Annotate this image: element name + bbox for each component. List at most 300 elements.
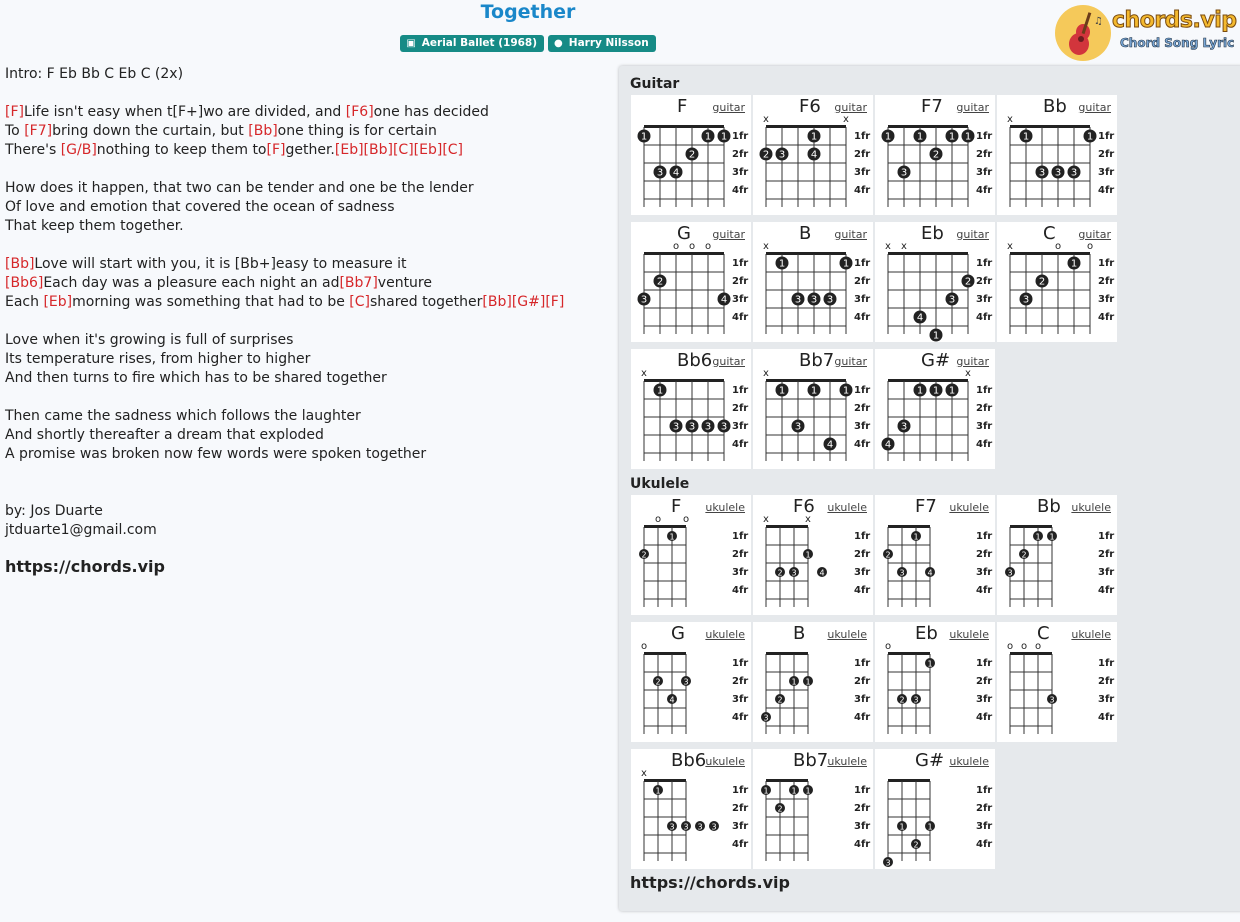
lyric-line	[5, 217, 605, 236]
song-title: Together	[480, 1, 576, 23]
finger-number: 3	[711, 822, 717, 832]
chord-card-bb[interactable]	[997, 95, 1117, 215]
chord-type-link[interactable]: guitar	[956, 355, 989, 368]
open-string-marker: o	[689, 241, 696, 252]
fret-label: 1fr	[732, 131, 749, 142]
chord-card-gsharp[interactable]	[875, 749, 995, 869]
finger-number: 1	[1035, 532, 1041, 542]
chord-name: G#	[915, 750, 945, 771]
chord-type-link[interactable]: guitar	[1078, 228, 1111, 241]
chord-card-b[interactable]	[753, 622, 873, 742]
finger-number: 3	[1007, 568, 1013, 578]
chord-nut	[644, 379, 724, 382]
chord-diagram	[631, 749, 751, 869]
site-logo[interactable]	[1054, 4, 1236, 62]
chord-card-bb7[interactable]	[753, 749, 873, 869]
chord-card-gsharp[interactable]	[875, 349, 995, 469]
chord-diagram	[631, 495, 751, 615]
chord-card-f7[interactable]	[875, 95, 995, 215]
fret-label: 3fr	[976, 294, 993, 305]
fret-label: 2fr	[976, 149, 993, 160]
lyric-text: venture	[377, 275, 432, 291]
finger-number: 4	[884, 439, 892, 451]
chord-name: Eb	[921, 223, 944, 244]
finger-number: 2	[1021, 550, 1027, 560]
fret-label: 4fr	[732, 312, 749, 323]
fret-label: 3fr	[854, 421, 871, 432]
finger-number: 2	[932, 149, 940, 161]
finger-number: 3	[794, 421, 802, 433]
chord-name: C	[1043, 223, 1056, 244]
lyric-line	[5, 521, 605, 540]
open-string-marker: o	[705, 241, 712, 252]
chord-diagram	[875, 622, 995, 742]
chord-nut	[766, 125, 846, 128]
chord-nut	[1010, 252, 1090, 255]
chord-marker[interactable]: [G/B]	[60, 142, 97, 158]
muted-string-marker: x	[805, 514, 811, 525]
fret-label: 2fr	[976, 276, 993, 287]
guitar-section-title: Guitar	[630, 76, 680, 92]
fret-label: 1fr	[1098, 658, 1115, 669]
fret-label: 2fr	[854, 549, 871, 560]
open-string-marker: o	[885, 641, 892, 652]
chord-nut	[888, 252, 968, 255]
fret-label: 3fr	[1098, 694, 1115, 705]
chord-type-link[interactable]: ukulele	[1071, 501, 1111, 514]
finger-number: 3	[899, 568, 905, 578]
lyric-line	[5, 255, 605, 274]
finger-number: 3	[810, 294, 818, 306]
open-string-marker: o	[1055, 241, 1062, 252]
chord-card-bb7[interactable]	[753, 349, 873, 469]
artist-badge-label: Harry Nilsson	[568, 37, 649, 49]
chord-type-link[interactable]: guitar	[712, 355, 745, 368]
finger-number: 4	[672, 167, 680, 179]
chord-diagram	[997, 95, 1117, 215]
chord-nut	[644, 652, 686, 655]
lyric-line	[5, 274, 605, 293]
chord-marker[interactable]: [Bb]	[5, 256, 35, 272]
fret-label: 3fr	[854, 567, 871, 578]
lyric-line	[5, 502, 605, 521]
chord-nut	[644, 525, 686, 528]
lyric-line	[5, 293, 605, 312]
open-string-marker: o	[655, 514, 662, 525]
fret-label: 4fr	[1098, 585, 1115, 596]
fret-label: 3fr	[976, 567, 993, 578]
chord-type-link[interactable]: ukulele	[827, 628, 867, 641]
chord-name: F	[671, 496, 682, 517]
chord-type-link[interactable]: guitar	[956, 101, 989, 114]
lyric-text: bring down the curtain, but	[52, 123, 249, 139]
fret-label: 2fr	[854, 803, 871, 814]
finger-number: 3	[885, 858, 891, 868]
fret-label: 1fr	[1098, 258, 1115, 269]
finger-number: 2	[777, 804, 783, 814]
chord-type-link[interactable]: guitar	[956, 228, 989, 241]
chord-name: G#	[921, 350, 951, 371]
chord-nut	[766, 779, 808, 782]
chord-name: Bb	[1043, 96, 1067, 117]
fret-label: 4fr	[976, 312, 993, 323]
fret-label: 3fr	[976, 694, 993, 705]
lyric-text: To	[5, 123, 25, 139]
fret-label: 1fr	[854, 658, 871, 669]
lyric-line	[5, 407, 605, 426]
lyric-blank-line	[5, 483, 605, 502]
chord-marker[interactable]: [F]	[5, 104, 24, 120]
chord-marker[interactable]: [Bb][G#][F]	[482, 294, 565, 310]
chord-nut	[1010, 652, 1052, 655]
fret-label: 2fr	[1098, 676, 1115, 687]
fret-label: 1fr	[976, 785, 993, 796]
finger-number: 1	[1086, 131, 1094, 143]
chord-nut	[888, 125, 968, 128]
finger-number: 3	[763, 713, 769, 723]
lyric-line	[5, 65, 605, 84]
album-icon: ▣	[406, 38, 416, 49]
chord-type-link[interactable]: guitar	[834, 355, 867, 368]
fret-label: 4fr	[854, 439, 871, 450]
chord-diagram	[753, 349, 873, 469]
chord-name: F7	[921, 96, 943, 117]
finger-number: 3	[704, 421, 712, 433]
chord-marker[interactable]: [F]	[266, 142, 286, 158]
fret-label: 4fr	[854, 312, 871, 323]
finger-number: 1	[1022, 131, 1030, 143]
chord-marker[interactable]: [Eb]	[43, 294, 73, 310]
lyric-text: nothing to keep them to	[96, 142, 267, 158]
finger-number: 1	[704, 131, 712, 143]
chord-name: Bb7	[793, 750, 829, 771]
finger-number: 3	[900, 167, 908, 179]
chord-type-link[interactable]: guitar	[834, 228, 867, 241]
lyric-text: Each day was a pleasure each night an ad	[43, 275, 340, 291]
lyric-line	[5, 331, 605, 350]
fret-label: 3fr	[1098, 167, 1115, 178]
chord-card-f[interactable]	[631, 95, 751, 215]
finger-number: 4	[720, 294, 728, 306]
finger-number: 1	[948, 385, 956, 397]
lyric-line	[5, 369, 605, 388]
lyrics-block	[5, 65, 605, 540]
chord-diagram	[875, 495, 995, 615]
chord-card-bb6[interactable]	[631, 349, 751, 469]
finger-number: 1	[763, 786, 769, 796]
lyric-text: Intro: F Eb Bb C Eb C (2x)	[5, 66, 184, 82]
finger-number: 2	[913, 840, 919, 850]
lyric-text: How does it happen, that two can be tender and one be the lender	[5, 180, 474, 196]
finger-number: 3	[683, 677, 689, 687]
finger-number: 2	[688, 149, 696, 161]
chord-marker[interactable]: [F6]	[345, 104, 374, 120]
finger-number: 4	[669, 695, 675, 705]
chord-nut	[644, 779, 686, 782]
album-badge[interactable]	[400, 35, 544, 52]
chord-name: Bb6	[677, 350, 713, 371]
fret-label: 3fr	[732, 694, 749, 705]
lyric-blank-line	[5, 388, 605, 407]
fret-label: 1fr	[854, 385, 871, 396]
finger-number: 1	[640, 131, 648, 143]
finger-number: 1	[842, 258, 850, 270]
fret-label: 2fr	[1098, 276, 1115, 287]
chord-diagram	[631, 349, 751, 469]
lyric-blank-line	[5, 312, 605, 331]
chord-card-f[interactable]	[631, 495, 751, 615]
lyric-line	[5, 350, 605, 369]
chord-name: F	[677, 96, 688, 117]
user-icon: ●	[554, 38, 563, 49]
chord-type-link[interactable]: ukulele	[949, 501, 989, 514]
finger-number: 4	[826, 439, 834, 451]
chord-name: B	[793, 623, 806, 644]
chord-nut	[888, 779, 930, 782]
finger-number: 2	[899, 695, 905, 705]
fret-label: 3fr	[976, 821, 993, 832]
open-string-marker: o	[1021, 641, 1028, 652]
muted-string-marker: x	[641, 768, 647, 779]
fret-label: 1fr	[732, 658, 749, 669]
muted-string-marker: x	[901, 241, 907, 252]
chord-card-f6[interactable]	[753, 495, 873, 615]
artist-badge[interactable]	[548, 35, 656, 52]
finger-number: 1	[948, 131, 956, 143]
open-string-marker: o	[683, 514, 690, 525]
chord-type-link[interactable]: guitar	[712, 101, 745, 114]
finger-number: 2	[655, 677, 661, 687]
finger-number: 2	[777, 695, 783, 705]
logo-text: chords.vip	[1112, 8, 1237, 33]
fret-label: 1fr	[976, 531, 993, 542]
lyric-line	[5, 103, 605, 122]
chord-type-link[interactable]: guitar	[1078, 101, 1111, 114]
fret-label: 4fr	[854, 839, 871, 850]
chord-nut	[766, 379, 846, 382]
chord-type-link[interactable]: ukulele	[705, 755, 745, 768]
lyric-text: Life isn't easy when t[F+]wo are divided, and	[23, 104, 346, 120]
fret-label: 3fr	[732, 821, 749, 832]
lyric-line	[5, 445, 605, 464]
lyric-text: Its temperature rises, from higher to higher	[5, 351, 311, 367]
fret-label: 2fr	[732, 276, 749, 287]
lyric-text: jtduarte1@gmail.com	[5, 522, 157, 538]
fret-label: 2fr	[732, 403, 749, 414]
finger-number: 1	[810, 385, 818, 397]
finger-number: 2	[762, 149, 770, 161]
fret-label: 1fr	[854, 131, 871, 142]
chord-type-link[interactable]: ukulele	[827, 501, 867, 514]
chord-name: Bb6	[671, 750, 707, 771]
lyric-text: There's	[5, 142, 61, 158]
chord-diagram	[997, 495, 1117, 615]
finger-number: 1	[655, 786, 661, 796]
chord-nut	[766, 252, 846, 255]
fret-label: 3fr	[976, 167, 993, 178]
fret-label: 2fr	[976, 676, 993, 687]
chord-diagram	[875, 95, 995, 215]
fret-label: 4fr	[732, 439, 749, 450]
finger-number: 1	[791, 786, 797, 796]
fret-label: 2fr	[732, 549, 749, 560]
fret-label: 3fr	[854, 694, 871, 705]
chord-nut	[888, 525, 930, 528]
lyric-blank-line	[5, 84, 605, 103]
finger-number: 1	[805, 550, 811, 560]
chord-type-link[interactable]: guitar	[712, 228, 745, 241]
chord-nut	[766, 525, 808, 528]
fret-label: 2fr	[976, 403, 993, 414]
chord-marker[interactable]: [Eb][Bb][C][Eb][C]	[334, 142, 464, 158]
muted-string-marker: x	[763, 114, 769, 125]
finger-number: 1	[720, 131, 728, 143]
finger-number: 1	[916, 131, 924, 143]
finger-number: 3	[1038, 167, 1046, 179]
chord-card-f6[interactable]	[753, 95, 873, 215]
chord-card-c[interactable]	[997, 622, 1117, 742]
fret-label: 2fr	[1098, 549, 1115, 560]
chord-diagram	[753, 749, 873, 869]
finger-number: 2	[964, 276, 972, 288]
footer-url[interactable]: https://chords.vip	[5, 557, 165, 576]
muted-string-marker: x	[843, 114, 849, 125]
fret-label: 4fr	[732, 712, 749, 723]
fret-label: 1fr	[732, 785, 749, 796]
finger-number: 2	[641, 550, 647, 560]
chord-card-g[interactable]	[631, 622, 751, 742]
lyric-blank-line	[5, 160, 605, 179]
finger-number: 1	[805, 677, 811, 687]
finger-number: 1	[932, 385, 940, 397]
chord-card-f7[interactable]	[875, 495, 995, 615]
chord-nut	[644, 125, 724, 128]
lyric-text: one has decided	[373, 104, 489, 120]
chord-card-g[interactable]	[631, 222, 751, 342]
chord-card-bb6[interactable]	[631, 749, 751, 869]
chord-marker[interactable]: [Bb]	[248, 123, 278, 139]
chord-diagram	[875, 349, 995, 469]
finger-number: 3	[791, 568, 797, 578]
finger-number: 1	[899, 822, 905, 832]
lyric-line	[5, 141, 605, 160]
finger-number: 1	[884, 131, 892, 143]
chord-card-bb[interactable]	[997, 495, 1117, 615]
lyric-text: Love when it's growing is full of surprises	[5, 332, 294, 348]
chord-diagram	[631, 622, 751, 742]
chord-type-link[interactable]: ukulele	[949, 755, 989, 768]
chord-card-b[interactable]	[753, 222, 873, 342]
fret-label: 2fr	[976, 803, 993, 814]
fret-label: 2fr	[1098, 149, 1115, 160]
chord-name: F6	[799, 96, 821, 117]
finger-number: 3	[672, 421, 680, 433]
fret-label: 4fr	[1098, 312, 1115, 323]
lyric-text: And shortly thereafter a dream that exploded	[5, 427, 324, 443]
chord-marker[interactable]: [C]	[349, 294, 370, 310]
finger-number: 3	[697, 822, 703, 832]
chord-card-eb[interactable]	[875, 622, 995, 742]
lyric-line	[5, 426, 605, 445]
fret-label: 4fr	[854, 712, 871, 723]
fret-label: 4fr	[1098, 185, 1115, 196]
finger-number: 1	[791, 677, 797, 687]
chord-type-link[interactable]: ukulele	[949, 628, 989, 641]
fret-label: 3fr	[854, 294, 871, 305]
fret-label: 3fr	[732, 294, 749, 305]
fret-label: 2fr	[732, 676, 749, 687]
fret-label: 2fr	[732, 803, 749, 814]
lyric-text: morning was something that had to be	[72, 294, 350, 310]
guitar-logo-icon	[1054, 4, 1112, 62]
logo-subtitle: Chord Song Lyric	[1120, 36, 1235, 50]
lyric-text: by: Jos Duarte	[5, 503, 103, 519]
chord-type-link[interactable]: ukulele	[1071, 628, 1111, 641]
chord-name: Bb	[1037, 496, 1061, 517]
fret-label: 4fr	[732, 839, 749, 850]
lyric-text: Of love and emotion that covered the ocean of sadness	[5, 199, 395, 215]
lyric-blank-line	[5, 464, 605, 483]
chord-card-eb[interactable]	[875, 222, 995, 342]
chord-type-link[interactable]: guitar	[834, 101, 867, 114]
fret-label: 4fr	[732, 185, 749, 196]
finger-number: 3	[826, 294, 834, 306]
finger-number: 3	[778, 149, 786, 161]
chord-name: G	[671, 623, 685, 644]
finger-number: 3	[683, 822, 689, 832]
finger-number: 3	[794, 294, 802, 306]
lyric-line	[5, 198, 605, 217]
panel-url[interactable]: https://chords.vip	[630, 873, 790, 892]
finger-number: 1	[932, 330, 940, 342]
chord-type-link[interactable]: ukulele	[705, 501, 745, 514]
fret-label: 2fr	[854, 149, 871, 160]
open-string-marker: o	[673, 241, 680, 252]
finger-number: 3	[1070, 167, 1078, 179]
muted-string-marker: x	[1007, 114, 1013, 125]
finger-number: 3	[1049, 695, 1055, 705]
fret-label: 4fr	[976, 712, 993, 723]
muted-string-marker: x	[763, 241, 769, 252]
finger-number: 3	[1022, 294, 1030, 306]
fret-label: 4fr	[854, 585, 871, 596]
chord-marker[interactable]: [Bb6]	[5, 275, 44, 291]
lyric-text: A promise was broken now few words were spoken together	[5, 446, 427, 462]
fret-label: 4fr	[854, 185, 871, 196]
chord-marker[interactable]: [Bb7]	[339, 275, 378, 291]
chord-nut	[766, 652, 808, 655]
chord-name: C	[1037, 623, 1050, 644]
chord-type-link[interactable]: ukulele	[827, 755, 867, 768]
chord-name: G	[677, 223, 691, 244]
chord-card-c[interactable]	[997, 222, 1117, 342]
finger-number: 4	[810, 149, 818, 161]
finger-number: 3	[1054, 167, 1062, 179]
chord-marker[interactable]: [F7]	[24, 123, 53, 139]
chord-diagram	[753, 95, 873, 215]
chord-diagram	[753, 222, 873, 342]
fret-label: 1fr	[732, 385, 749, 396]
fret-label: 1fr	[976, 658, 993, 669]
chord-type-link[interactable]: ukulele	[705, 628, 745, 641]
fret-label: 4fr	[976, 439, 993, 450]
fret-label: 1fr	[1098, 531, 1115, 542]
finger-number: 2	[1038, 276, 1046, 288]
finger-number: 4	[927, 568, 933, 578]
lyric-line	[5, 179, 605, 198]
finger-number: 3	[688, 421, 696, 433]
lyric-text: And then turns to fire which has to be shared together	[5, 370, 387, 386]
